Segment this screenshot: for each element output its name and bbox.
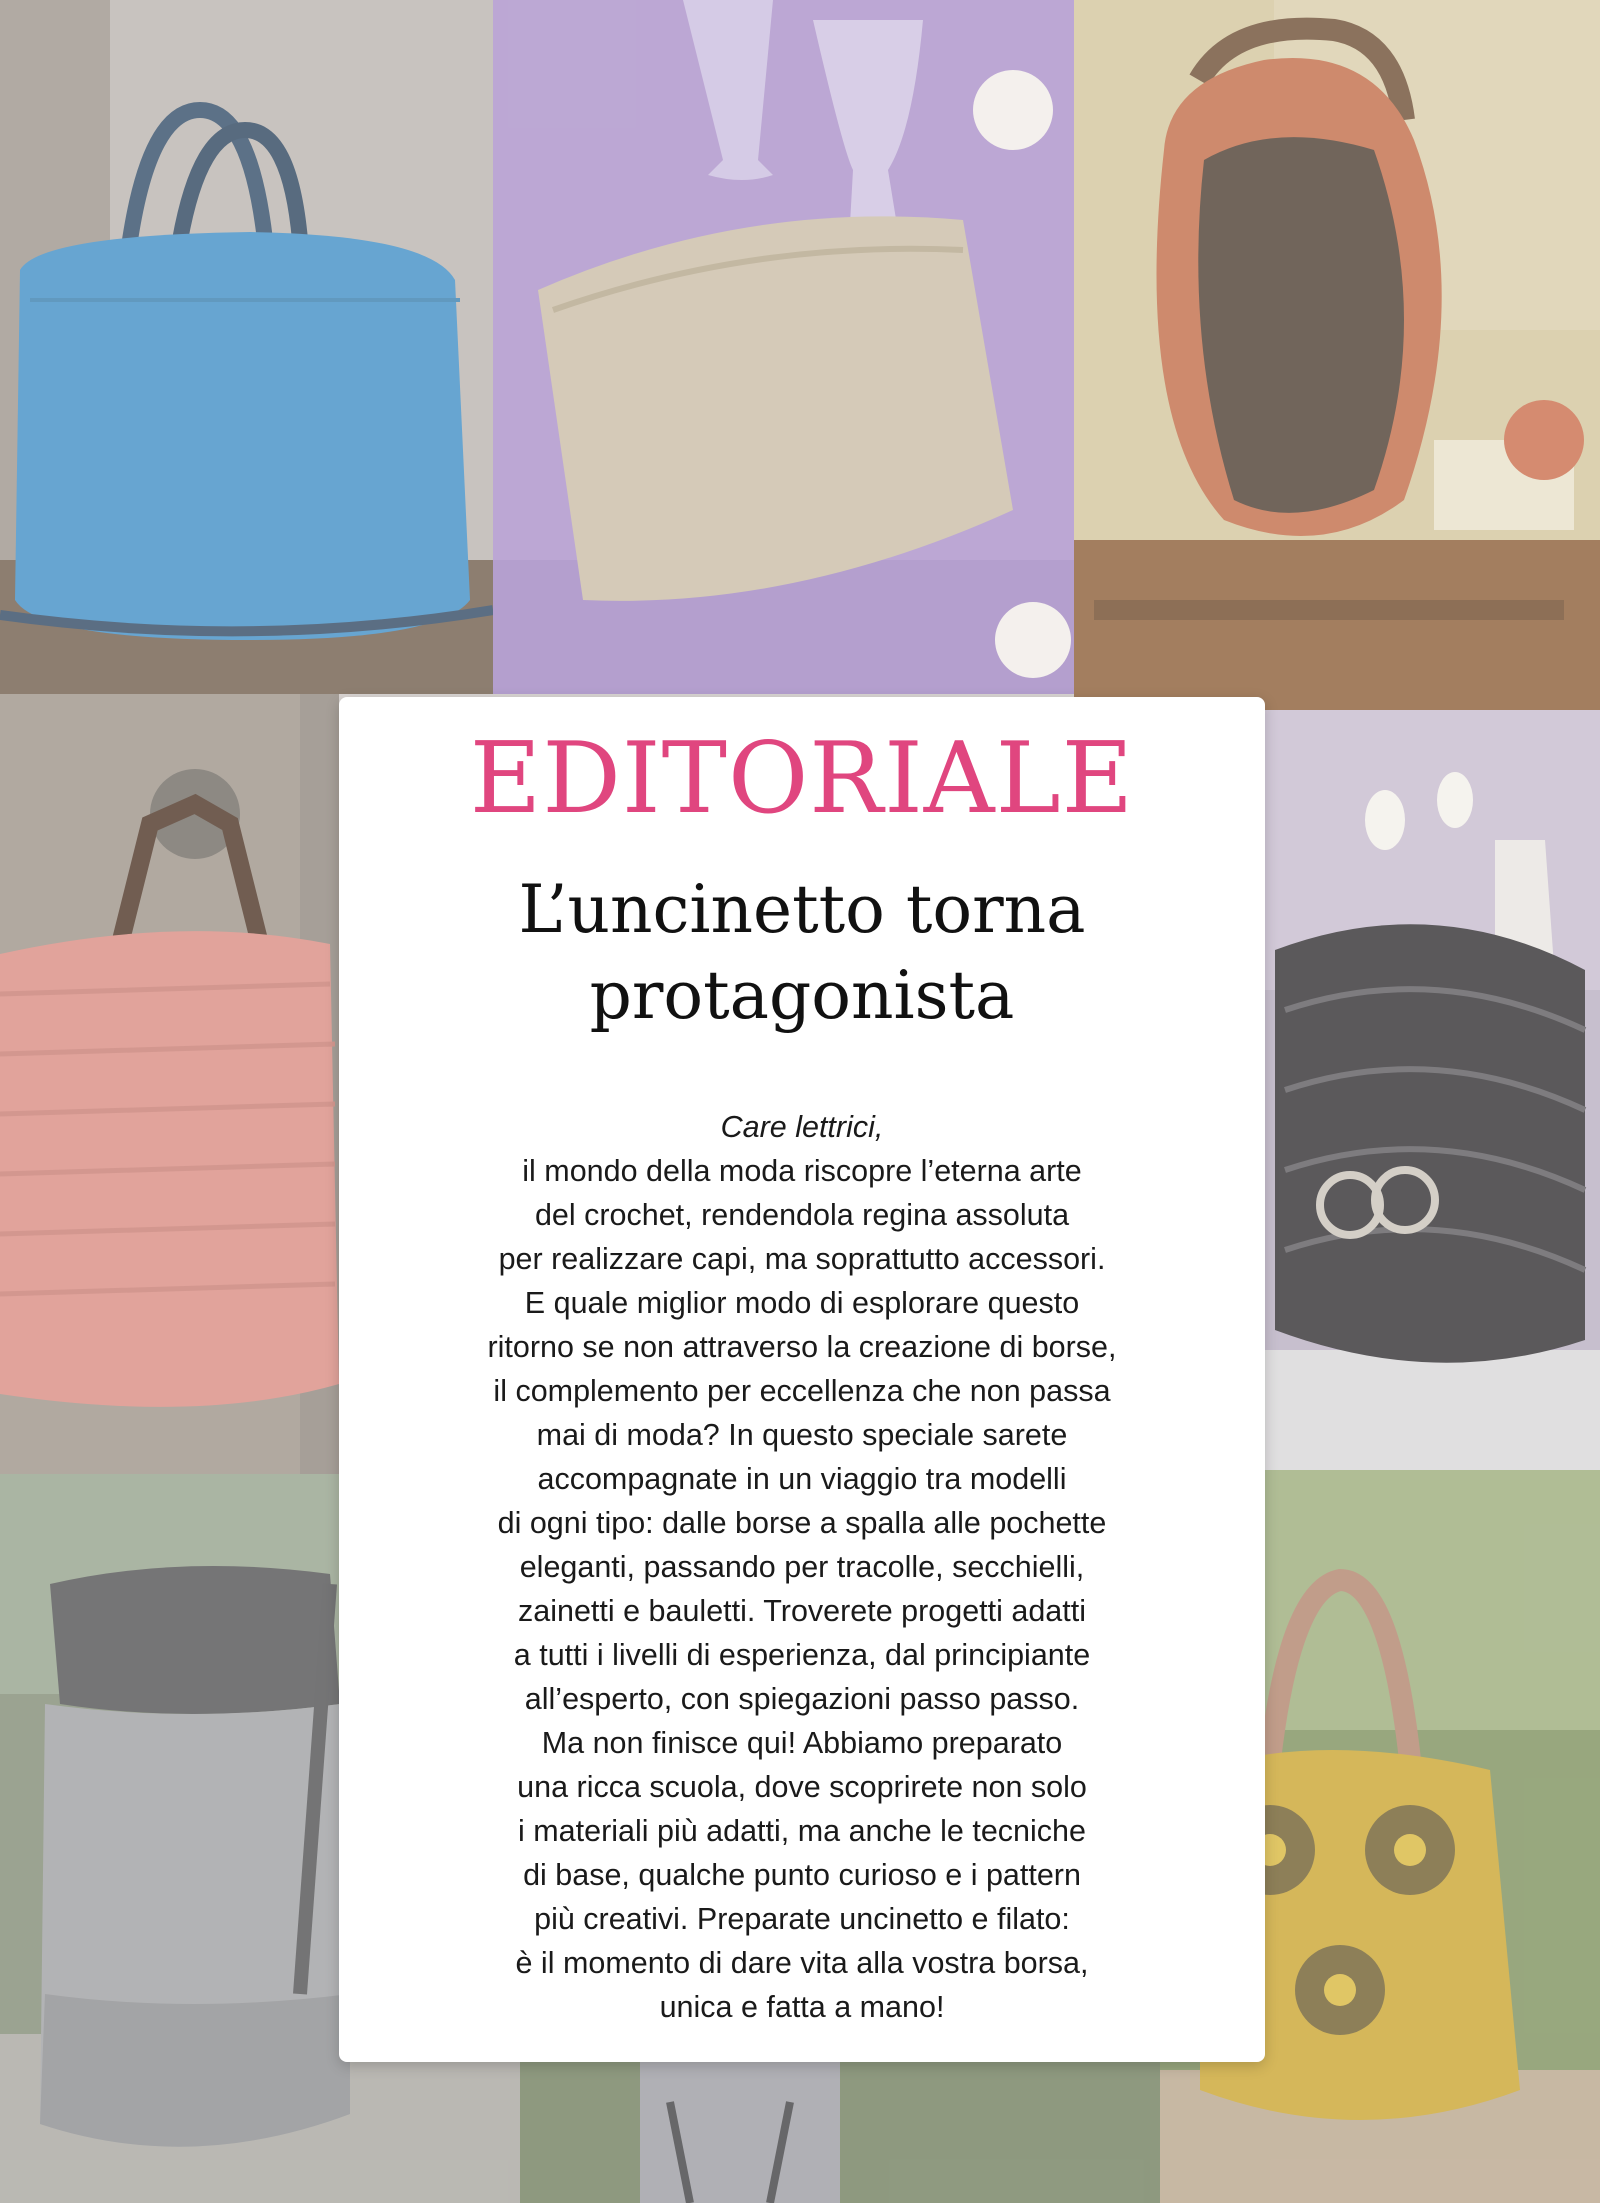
body-line: Ma non finisce qui! Abbiamo preparato — [541, 1726, 1063, 1760]
title-line-2: protagonista — [589, 957, 1015, 1034]
body-line: E quale miglior modo di esplorare questo — [524, 1286, 1080, 1320]
body-line: di base, qualche punto curioso e i pattern — [523, 1858, 1081, 1892]
body-line: del crochet, rendendola regina assoluta — [534, 1198, 1070, 1232]
body-line: il mondo della moda riscopre l’eterna arte — [522, 1154, 1082, 1188]
section-kicker: EDITORIALE — [469, 722, 1135, 836]
body-line: è il momento di dare vita alla vostra borsa, — [515, 1946, 1089, 1980]
photo-blue-bowling-bag — [0, 0, 493, 694]
photo-beige-clutch — [493, 0, 1074, 694]
body-line: a tutti i livelli di esperienza, dal principiante — [513, 1638, 1091, 1672]
body-line: unica e fatta a mano! — [659, 1990, 945, 2024]
body-line: mai di moda? In questo speciale sarete — [536, 1418, 1068, 1452]
body-line: una ricca scuola, dove scoprirete non solo — [517, 1770, 1087, 1804]
body-line: all’esperto, con spiegazioni passo passo. — [524, 1682, 1080, 1716]
photo-bottom-center — [520, 2062, 1160, 2203]
body-line: i materiali più adatti, ma anche le tecniche — [518, 1814, 1086, 1848]
body-line: eleganti, passando per tracolle, secchielli, — [519, 1550, 1085, 1584]
title-line-1: L’uncinetto torna — [518, 871, 1086, 948]
photo-round-wooden-handle-bag — [1074, 0, 1600, 710]
body-line: accompagnate in un viaggio tra modelli — [537, 1462, 1067, 1496]
article-title — [339, 867, 1265, 1039]
photo-black-net-bag — [1265, 710, 1600, 1470]
article-body — [379, 1105, 1225, 2029]
body-line: per realizzare capi, ma soprattutto accessori. — [498, 1242, 1106, 1276]
body-line: zainetti e bauletti. Troverete progetti adatti — [518, 1594, 1086, 1628]
body-line: di ogni tipo: dalle borse a spalla alle pochette — [497, 1506, 1107, 1540]
editorial-card — [339, 697, 1265, 2062]
body-line: ritorno se non attraverso la creazione di borse, — [487, 1330, 1117, 1364]
body-line: più creativi. Preparate uncinetto e filato: — [534, 1902, 1070, 1936]
greeting: Care lettrici, — [720, 1110, 884, 1144]
body-line: il complemento per eccellenza che non passa — [493, 1374, 1111, 1408]
photo-pink-tote-bag — [0, 694, 339, 1474]
